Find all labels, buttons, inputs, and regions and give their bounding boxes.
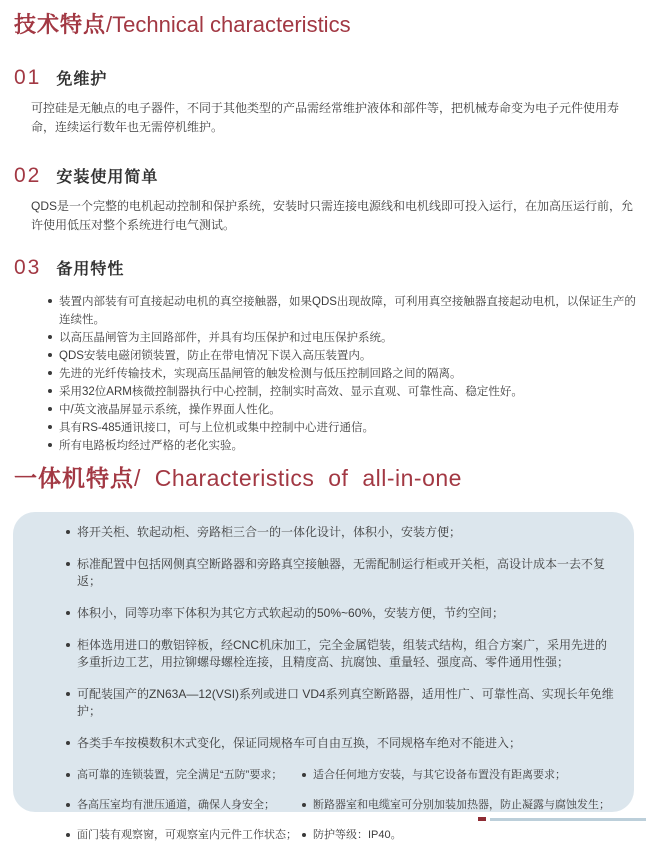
bullet-item: 将开关柜、软起动柜、旁路柜三合一的一体化设计，体积小，安装方便； <box>65 524 618 541</box>
section-paragraph: 可控硅是无触点的电子器件，不同于其他类型的产品需经常维护液体和部件等，把机械寿命变为电子元件使用寿命，连续运行数年也无需停机维护。 <box>31 101 620 134</box>
bullet-item: 可配装国产的ZN63A—12(VSI)系列或进口 VD4系列真空断路器，适用性广、可靠性高、实现长年免维护； <box>65 686 618 720</box>
bullet-item: 先进的光纤传输技术，实现高压晶闸管的触发检测与低压控制回路之间的隔离。 <box>47 365 636 383</box>
footer-rule <box>490 818 646 821</box>
bullet-item: 具有RS-485通讯接口，可与上位机或集中控制中心进行通信。 <box>47 419 636 437</box>
page-title-all-in-one <box>14 460 462 493</box>
title1-chinese: 技术特点 <box>14 12 107 37</box>
footer-accent-mark <box>478 817 486 821</box>
bullet-item: 标准配置中包括网侧真空断路器和旁路真空接触器，无需配制运行柜或开关柜，高设计成本一去不复返； <box>65 556 618 590</box>
bullet-item: 中/英文液晶屏显示系统，操作界面人性化。 <box>47 401 636 419</box>
bullet-item: 装置内部装有可直接起动电机的真空接触器，如果QDS出现故障，可利用真空接触器直接起动电机，以保证生产的连续性。 <box>47 293 636 329</box>
bullet-item: 所有电路板均经过严格的老化实验。 <box>47 437 636 455</box>
feature-pair-grid <box>65 767 618 857</box>
section-heading: 安装使用简单 <box>56 169 159 186</box>
section-number: 03 <box>14 256 42 279</box>
bullet-item: 体积小，同等功率下体积为其它方式软起动的50%~60%，安装方便，节约空间； <box>65 605 618 622</box>
backup-features-list <box>47 293 636 455</box>
section-header <box>14 256 636 280</box>
page-title-technical <box>14 8 351 39</box>
section-easy-install <box>14 164 636 235</box>
pair-cell-right: 适合任何地方安装，与其它设备布置没有距离要求； <box>301 767 618 784</box>
title2-divider: / <box>134 465 155 491</box>
pair-cell-left: 各高压室均有泄压通道，确保人身安全； <box>65 797 301 814</box>
bullet-item: 以高压晶闸管为主回路部件，并具有均压保护和过电压保护系统。 <box>47 329 636 347</box>
section-heading: 免维护 <box>56 71 108 88</box>
pair-cell-left: 面门装有观察窗，可观察室内元件工作状态； <box>65 827 301 844</box>
section-backup-features <box>14 256 636 455</box>
section-paragraph: QDS是一个完整的电机起动控制和保护系统，安装时只需连接电源线和电机线即可投入运行，在加高压运行前，允许使用低压对整个系统进行电气测试。 <box>31 199 634 232</box>
title1-english: Technical characteristics <box>112 12 351 37</box>
feature-box <box>13 512 634 841</box>
pair-cell-left: 高可靠的连锁装置，完全满足“五防”要求； <box>65 767 301 784</box>
pair-cell-right: 断路器室和电缆室可分别加装加热器，防止凝露与腐蚀发生； <box>301 797 618 814</box>
title1-divider: / <box>106 12 113 37</box>
section-number: 01 <box>14 66 42 89</box>
bullet-item: QDS安装电磁闭锁装置，防止在带电情况下误入高压装置内。 <box>47 347 636 365</box>
title2-chinese: 一体机特点 <box>14 465 134 491</box>
section-header <box>14 164 636 188</box>
section-header <box>14 66 636 90</box>
bullet-item: 各类手车按模数积木式变化，保证同规格车可自由互换，不同规格车绝对不能进入； <box>65 735 618 752</box>
section-heading: 备用特性 <box>56 261 125 278</box>
bullet-item: 采用32位ARM核微控制器执行中心控制，控制实时高效、显示直观、可靠性高、稳定性好。 <box>47 383 636 401</box>
section-number: 02 <box>14 164 42 187</box>
title2-english: Characteristics of all-in-one <box>154 465 462 491</box>
all-in-one-feature-list <box>65 524 618 752</box>
bullet-item: 柜体选用进口的敷铝锌板，经CNC机床加工，完全金属铠装，组装式结构，组合方案广，采用先进的多重折边工艺，用拉铆螺母螺栓连接，且精度高、抗腐蚀、重量轻、强度高、零件通用性强； <box>65 637 618 671</box>
section-maintenance-free <box>14 66 636 137</box>
pair-cell-right: 防护等级：IP40。 <box>301 827 618 844</box>
